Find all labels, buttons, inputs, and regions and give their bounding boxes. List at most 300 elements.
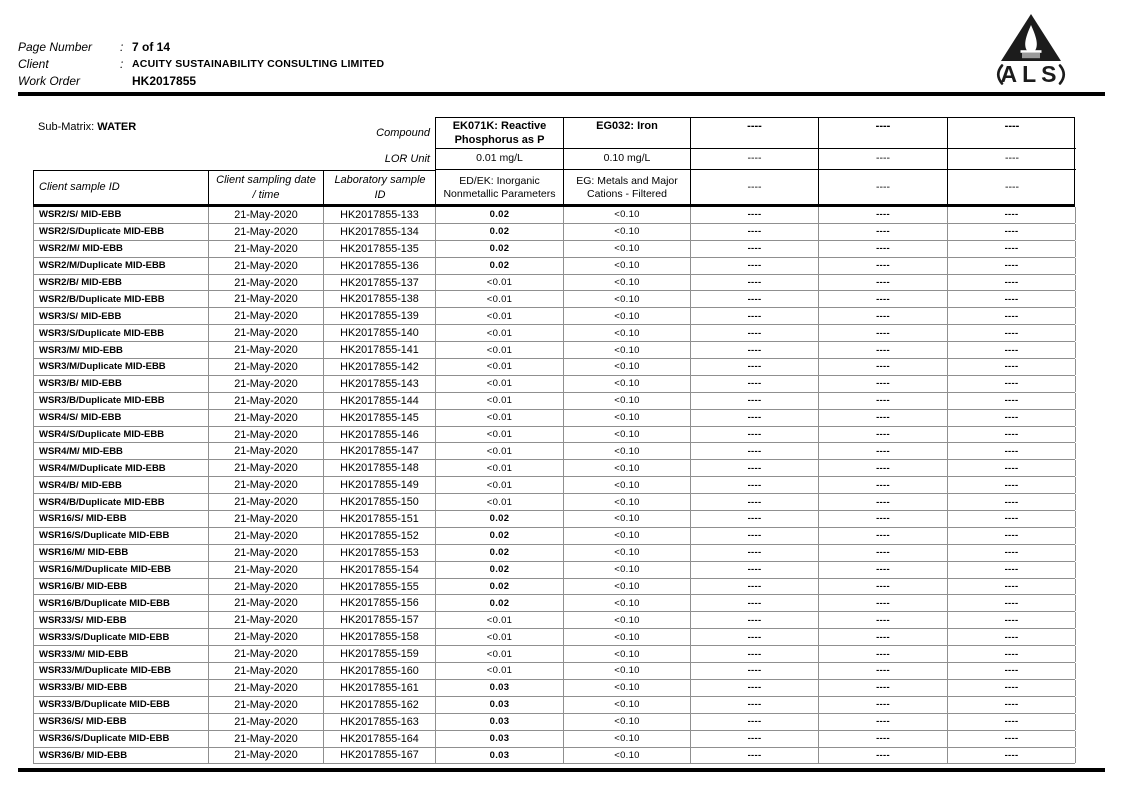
sampling-date-cell: 21-May-2020 [209, 291, 324, 307]
result-phosphorus-cell: 0.02 [436, 579, 564, 595]
lab-sample-id-cell: HK2017855-141 [324, 342, 436, 358]
sampling-date-cell: 21-May-2020 [209, 427, 324, 443]
result-empty-cell-2: ---- [819, 224, 948, 240]
result-empty-cell-1: ---- [691, 477, 819, 493]
result-empty-cell-1: ---- [691, 511, 819, 527]
result-empty-cell-1: ---- [691, 410, 819, 426]
lab-sample-id-cell: HK2017855-150 [324, 494, 436, 510]
result-empty-cell-3: ---- [948, 376, 1076, 392]
result-phosphorus-cell: 0.02 [436, 207, 564, 223]
sampling-date-cell: 21-May-2020 [209, 460, 324, 476]
lab-sample-id-cell: HK2017855-157 [324, 612, 436, 628]
compound-name: EG032: Iron [564, 118, 691, 149]
sampling-date-cell: 21-May-2020 [209, 224, 324, 240]
result-empty-cell-2: ---- [819, 714, 948, 730]
result-empty-cell-3: ---- [948, 359, 1076, 375]
table-row [33, 393, 1075, 410]
result-phosphorus-cell: <0.01 [436, 291, 564, 307]
result-empty-cell-3: ---- [948, 494, 1076, 510]
lab-sample-id-cell: HK2017855-155 [324, 579, 436, 595]
lab-sample-id-cell: HK2017855-149 [324, 477, 436, 493]
table-row [33, 697, 1075, 714]
client-sample-id-cell: WSR16/M/ MID-EBB [34, 545, 209, 561]
result-phosphorus-cell: 0.02 [436, 258, 564, 274]
sampling-date-header [209, 171, 324, 204]
result-empty-cell-1: ---- [691, 562, 819, 578]
result-phosphorus-cell: 0.02 [436, 224, 564, 240]
sampling-date-cell: 21-May-2020 [209, 376, 324, 392]
lab-sample-id-cell: HK2017855-167 [324, 748, 436, 764]
client-sample-id-cell: WSR33/M/ MID-EBB [34, 646, 209, 662]
footer-rule [18, 768, 1105, 772]
result-empty-cell-1: ---- [691, 291, 819, 307]
result-empty-cell-3: ---- [948, 275, 1076, 291]
sampling-date-cell: 21-May-2020 [209, 595, 324, 611]
lab-sample-id-cell: HK2017855-160 [324, 663, 436, 679]
result-empty-cell-3: ---- [948, 410, 1076, 426]
als-logo [988, 12, 1074, 90]
work-order-row [18, 72, 384, 89]
client-sample-id-cell: WSR4/B/Duplicate MID-EBB [34, 494, 209, 510]
result-empty-cell-1: ---- [691, 579, 819, 595]
result-phosphorus-cell: <0.01 [436, 410, 564, 426]
result-iron-cell: <0.10 [564, 595, 691, 611]
result-iron-cell: <0.10 [564, 410, 691, 426]
result-phosphorus-cell: <0.01 [436, 393, 564, 409]
lab-sample-id-cell: HK2017855-152 [324, 528, 436, 544]
result-iron-cell: <0.10 [564, 393, 691, 409]
compound-name: EK071K: Reactive Phosphorus as P [436, 118, 564, 149]
lab-sample-id-cell: HK2017855-142 [324, 359, 436, 375]
result-iron-cell: <0.10 [564, 258, 691, 274]
result-iron-cell: <0.10 [564, 629, 691, 645]
result-iron-cell: <0.10 [564, 207, 691, 223]
als-logo-icon [988, 12, 1074, 90]
id-columns-header [33, 170, 436, 205]
sampling-date-cell: 21-May-2020 [209, 545, 324, 561]
client-sample-id-cell: WSR3/B/Duplicate MID-EBB [34, 393, 209, 409]
client-label: Client [18, 56, 49, 71]
result-empty-cell-1: ---- [691, 275, 819, 291]
lor-unit: ---- [691, 149, 819, 170]
lab-sample-id-cell: HK2017855-153 [324, 545, 436, 561]
sampling-date-cell: 21-May-2020 [209, 748, 324, 764]
table-row [33, 359, 1075, 376]
table-row [33, 410, 1075, 427]
client-sample-id-cell: WSR33/M/Duplicate MID-EBB [34, 663, 209, 679]
result-empty-cell-3: ---- [948, 477, 1076, 493]
lab-sample-id-cell: HK2017855-154 [324, 562, 436, 578]
table-row [33, 342, 1075, 359]
compound-axis-label: Compound [376, 126, 430, 139]
result-iron-cell: <0.10 [564, 494, 691, 510]
lab-sample-id-cell: HK2017855-143 [324, 376, 436, 392]
client-sample-id-cell: WSR16/S/ MID-EBB [34, 511, 209, 527]
result-empty-cell-2: ---- [819, 562, 948, 578]
result-empty-cell-2: ---- [819, 494, 948, 510]
result-iron-cell: <0.10 [564, 697, 691, 713]
table-row [33, 477, 1075, 494]
result-empty-cell-2: ---- [819, 207, 948, 223]
sub-matrix-label: Sub-Matrix: [38, 121, 98, 133]
sampling-date-cell: 21-May-2020 [209, 629, 324, 645]
result-empty-cell-2: ---- [819, 410, 948, 426]
lab-sample-id-cell: HK2017855-145 [324, 410, 436, 426]
sampling-date-cell: 21-May-2020 [209, 612, 324, 628]
compound-header [435, 117, 1075, 205]
table-row [33, 291, 1075, 308]
header-line: Client sample ID [39, 181, 120, 194]
table-row [33, 629, 1075, 646]
lab-sample-id-cell: HK2017855-139 [324, 308, 436, 324]
result-phosphorus-cell: 0.02 [436, 595, 564, 611]
result-iron-cell: <0.10 [564, 748, 691, 764]
result-iron-cell: <0.10 [564, 460, 691, 476]
compound-name: ---- [948, 118, 1076, 149]
result-empty-cell-3: ---- [948, 731, 1076, 747]
sub-matrix [38, 121, 136, 133]
table-row [33, 595, 1075, 612]
client-sample-id-cell: WSR4/S/Duplicate MID-EBB [34, 427, 209, 443]
sampling-date-cell: 21-May-2020 [209, 680, 324, 696]
result-empty-cell-2: ---- [819, 595, 948, 611]
result-empty-cell-3: ---- [948, 612, 1076, 628]
table-row [33, 528, 1075, 545]
result-empty-cell-3: ---- [948, 714, 1076, 730]
table-row [33, 308, 1075, 325]
table-row [33, 748, 1075, 765]
lab-sample-id-cell: HK2017855-136 [324, 258, 436, 274]
result-empty-cell-2: ---- [819, 579, 948, 595]
result-phosphorus-cell: 0.03 [436, 714, 564, 730]
result-phosphorus-cell: 0.02 [436, 511, 564, 527]
result-empty-cell-1: ---- [691, 629, 819, 645]
client-sample-id-cell: WSR33/B/ MID-EBB [34, 680, 209, 696]
result-iron-cell: <0.10 [564, 680, 691, 696]
client-sample-id-cell: WSR3/S/Duplicate MID-EBB [34, 325, 209, 341]
client-sample-id-cell: WSR4/M/ MID-EBB [34, 443, 209, 459]
header-line: ID [374, 188, 386, 201]
result-empty-cell-3: ---- [948, 258, 1076, 274]
result-empty-cell-2: ---- [819, 731, 948, 747]
client-sample-id-cell: WSR2/M/ MID-EBB [34, 241, 209, 257]
result-phosphorus-cell: <0.01 [436, 443, 564, 459]
result-iron-cell: <0.10 [564, 342, 691, 358]
lab-sample-id-header [324, 171, 436, 204]
lab-sample-id-cell: HK2017855-147 [324, 443, 436, 459]
sampling-date-cell: 21-May-2020 [209, 562, 324, 578]
sub-matrix-value: WATER [97, 121, 137, 133]
client-sample-id-cell: WSR2/M/Duplicate MID-EBB [34, 258, 209, 274]
result-empty-cell-1: ---- [691, 494, 819, 510]
header-divider-rule [18, 92, 1105, 96]
result-phosphorus-cell: <0.01 [436, 477, 564, 493]
result-iron-cell: <0.10 [564, 275, 691, 291]
client-sample-id-cell: WSR16/S/Duplicate MID-EBB [34, 528, 209, 544]
client-sample-id-cell: WSR36/S/ MID-EBB [34, 714, 209, 730]
result-empty-cell-3: ---- [948, 663, 1076, 679]
result-iron-cell: <0.10 [564, 376, 691, 392]
lab-sample-id-cell: HK2017855-144 [324, 393, 436, 409]
result-phosphorus-cell: 0.03 [436, 697, 564, 713]
method-group: ED/EK: Inorganic Nonmetallic Parameters [436, 170, 564, 206]
result-iron-cell: <0.10 [564, 528, 691, 544]
page-number-value: 7 of 14 [132, 39, 171, 54]
result-phosphorus-cell: <0.01 [436, 342, 564, 358]
lab-sample-id-cell: HK2017855-148 [324, 460, 436, 476]
table-row [33, 579, 1075, 596]
result-empty-cell-2: ---- [819, 291, 948, 307]
result-empty-cell-2: ---- [819, 443, 948, 459]
result-empty-cell-2: ---- [819, 460, 948, 476]
result-iron-cell: <0.10 [564, 511, 691, 527]
client-sample-id-cell: WSR16/M/Duplicate MID-EBB [34, 562, 209, 578]
lab-sample-id-cell: HK2017855-156 [324, 595, 436, 611]
result-empty-cell-1: ---- [691, 308, 819, 324]
result-phosphorus-cell: <0.01 [436, 494, 564, 510]
page-number-row [18, 38, 384, 55]
result-empty-cell-2: ---- [819, 427, 948, 443]
result-empty-cell-2: ---- [819, 275, 948, 291]
sampling-date-cell: 21-May-2020 [209, 731, 324, 747]
table-row [33, 443, 1075, 460]
result-empty-cell-3: ---- [948, 680, 1076, 696]
result-empty-cell-2: ---- [819, 663, 948, 679]
result-empty-cell-3: ---- [948, 427, 1076, 443]
result-phosphorus-cell: <0.01 [436, 427, 564, 443]
result-empty-cell-1: ---- [691, 359, 819, 375]
sampling-date-cell: 21-May-2020 [209, 443, 324, 459]
header-line: / time [252, 188, 280, 201]
lab-sample-id-cell: HK2017855-159 [324, 646, 436, 662]
result-empty-cell-1: ---- [691, 595, 819, 611]
result-empty-cell-1: ---- [691, 697, 819, 713]
result-empty-cell-1: ---- [691, 748, 819, 764]
method-group: ---- [819, 170, 948, 206]
svg-text:ALS: ALS [1000, 61, 1062, 87]
result-empty-cell-3: ---- [948, 748, 1076, 764]
result-phosphorus-cell: 0.02 [436, 545, 564, 561]
result-empty-cell-1: ---- [691, 528, 819, 544]
result-iron-cell: <0.10 [564, 241, 691, 257]
table-row [33, 545, 1075, 562]
lab-sample-id-cell: HK2017855-135 [324, 241, 436, 257]
client-sample-id-cell: WSR4/S/ MID-EBB [34, 410, 209, 426]
table-row [33, 494, 1075, 511]
result-iron-cell: <0.10 [564, 427, 691, 443]
colon: : [120, 39, 124, 54]
result-empty-cell-3: ---- [948, 629, 1076, 645]
result-phosphorus-cell: 0.02 [436, 241, 564, 257]
result-empty-cell-3: ---- [948, 224, 1076, 240]
result-phosphorus-cell: <0.01 [436, 663, 564, 679]
result-phosphorus-cell: <0.01 [436, 460, 564, 476]
table-row [33, 241, 1075, 258]
result-empty-cell-3: ---- [948, 291, 1076, 307]
result-empty-cell-3: ---- [948, 579, 1076, 595]
result-empty-cell-3: ---- [948, 460, 1076, 476]
result-empty-cell-3: ---- [948, 443, 1076, 459]
result-empty-cell-2: ---- [819, 342, 948, 358]
result-empty-cell-3: ---- [948, 207, 1076, 223]
client-sample-id-cell: WSR3/M/Duplicate MID-EBB [34, 359, 209, 375]
sampling-date-cell: 21-May-2020 [209, 511, 324, 527]
work-order-label: Work Order [18, 73, 81, 88]
result-iron-cell: <0.10 [564, 224, 691, 240]
lor-unit: ---- [948, 149, 1076, 170]
lab-sample-id-cell: HK2017855-137 [324, 275, 436, 291]
result-iron-cell: <0.10 [564, 443, 691, 459]
result-empty-cell-3: ---- [948, 697, 1076, 713]
client-sample-id-cell: WSR36/S/Duplicate MID-EBB [34, 731, 209, 747]
sampling-date-cell: 21-May-2020 [209, 258, 324, 274]
result-empty-cell-1: ---- [691, 612, 819, 628]
table-row [33, 663, 1075, 680]
table-row [33, 207, 1075, 224]
table-row [33, 511, 1075, 528]
table-row [33, 646, 1075, 663]
client-sample-id-cell: WSR3/S/ MID-EBB [34, 308, 209, 324]
result-empty-cell-2: ---- [819, 359, 948, 375]
sampling-date-cell: 21-May-2020 [209, 410, 324, 426]
lor-unit: ---- [819, 149, 948, 170]
sampling-date-cell: 21-May-2020 [209, 275, 324, 291]
result-empty-cell-2: ---- [819, 697, 948, 713]
result-phosphorus-cell: <0.01 [436, 359, 564, 375]
lab-sample-id-cell: HK2017855-161 [324, 680, 436, 696]
result-empty-cell-1: ---- [691, 545, 819, 561]
result-iron-cell: <0.10 [564, 291, 691, 307]
result-iron-cell: <0.10 [564, 714, 691, 730]
client-value: ACUITY SUSTAINABILITY CONSULTING LIMITED [132, 57, 385, 70]
result-empty-cell-3: ---- [948, 528, 1076, 544]
result-phosphorus-cell: 0.03 [436, 731, 564, 747]
method-group: ---- [1005, 181, 1019, 194]
lab-sample-id-cell: HK2017855-138 [324, 291, 436, 307]
sampling-date-cell: 21-May-2020 [209, 579, 324, 595]
client-sample-id-cell: WSR16/B/ MID-EBB [34, 579, 209, 595]
result-empty-cell-1: ---- [691, 646, 819, 662]
result-empty-cell-2: ---- [819, 241, 948, 257]
result-empty-cell-1: ---- [691, 376, 819, 392]
lab-sample-id-cell: HK2017855-140 [324, 325, 436, 341]
table-row [33, 427, 1075, 444]
table-row [33, 258, 1075, 275]
client-row [18, 55, 384, 72]
lab-sample-id-cell: HK2017855-146 [324, 427, 436, 443]
client-sample-id-cell: WSR4/M/Duplicate MID-EBB [34, 460, 209, 476]
result-empty-cell-3: ---- [948, 241, 1076, 257]
result-phosphorus-cell: <0.01 [436, 275, 564, 291]
header-line: Client sampling date [216, 174, 316, 187]
result-iron-cell: <0.10 [564, 612, 691, 628]
result-empty-cell-1: ---- [691, 258, 819, 274]
result-phosphorus-cell: 0.03 [436, 680, 564, 696]
result-phosphorus-cell: 0.02 [436, 562, 564, 578]
sampling-date-cell: 21-May-2020 [209, 494, 324, 510]
result-iron-cell: <0.10 [564, 325, 691, 341]
method-group: ---- [691, 170, 819, 206]
table-row [33, 275, 1075, 292]
table-row [33, 562, 1075, 579]
client-sample-id-cell: WSR3/B/ MID-EBB [34, 376, 209, 392]
client-sample-id-cell: WSR36/B/ MID-EBB [34, 748, 209, 764]
result-empty-cell-1: ---- [691, 325, 819, 341]
result-empty-cell-3: ---- [948, 545, 1076, 561]
result-empty-cell-3: ---- [948, 308, 1076, 324]
result-empty-cell-1: ---- [691, 680, 819, 696]
report-info-block [18, 38, 384, 89]
sampling-date-cell: 21-May-2020 [209, 714, 324, 730]
result-phosphorus-cell: 0.03 [436, 748, 564, 764]
sampling-date-cell: 21-May-2020 [209, 646, 324, 662]
sampling-date-cell: 21-May-2020 [209, 342, 324, 358]
result-iron-cell: <0.10 [564, 579, 691, 595]
result-phosphorus-cell: <0.01 [436, 646, 564, 662]
result-empty-cell-2: ---- [819, 629, 948, 645]
result-empty-cell-1: ---- [691, 443, 819, 459]
table-row [33, 680, 1075, 697]
result-empty-cell-1: ---- [691, 241, 819, 257]
sampling-date-cell: 21-May-2020 [209, 528, 324, 544]
sampling-date-cell: 21-May-2020 [209, 207, 324, 223]
result-phosphorus-cell: 0.02 [436, 528, 564, 544]
lor-unit: 0.10 mg/L [564, 149, 691, 170]
table-row [33, 376, 1075, 393]
client-sample-id-cell: WSR33/B/Duplicate MID-EBB [34, 697, 209, 713]
client-sample-id-cell: WSR3/M/ MID-EBB [34, 342, 209, 358]
lab-sample-id-cell: HK2017855-133 [324, 207, 436, 223]
client-sample-id-cell: WSR33/S/Duplicate MID-EBB [34, 629, 209, 645]
result-empty-cell-1: ---- [691, 460, 819, 476]
result-empty-cell-2: ---- [819, 477, 948, 493]
lab-sample-id-cell: HK2017855-134 [324, 224, 436, 240]
sampling-date-cell: 21-May-2020 [209, 663, 324, 679]
result-empty-cell-1: ---- [691, 342, 819, 358]
result-phosphorus-cell: <0.01 [436, 612, 564, 628]
header-line: Laboratory sample [334, 174, 426, 187]
lab-sample-id-cell: HK2017855-158 [324, 629, 436, 645]
result-empty-cell-2: ---- [819, 376, 948, 392]
result-empty-cell-3: ---- [948, 511, 1076, 527]
result-empty-cell-2: ---- [819, 511, 948, 527]
result-empty-cell-1: ---- [691, 224, 819, 240]
table-row [33, 612, 1075, 629]
client-sample-id-cell: WSR2/B/Duplicate MID-EBB [34, 291, 209, 307]
table-row [33, 460, 1075, 477]
sampling-date-cell: 21-May-2020 [209, 308, 324, 324]
client-sample-id-cell: WSR2/B/ MID-EBB [34, 275, 209, 291]
compound-name: ---- [691, 118, 819, 149]
client-sample-id-cell: WSR33/S/ MID-EBB [34, 612, 209, 628]
lab-sample-id-cell: HK2017855-151 [324, 511, 436, 527]
result-empty-cell-3: ---- [948, 393, 1076, 409]
lor-unit-axis-label: LOR Unit [384, 152, 430, 165]
result-empty-cell-2: ---- [819, 393, 948, 409]
result-iron-cell: <0.10 [564, 562, 691, 578]
result-iron-cell: <0.10 [564, 308, 691, 324]
method-group: EG: Metals and Major Cations - Filtered [564, 170, 691, 206]
result-phosphorus-cell: <0.01 [436, 308, 564, 324]
result-iron-cell: <0.10 [564, 663, 691, 679]
result-empty-cell-3: ---- [948, 646, 1076, 662]
result-empty-cell-2: ---- [819, 308, 948, 324]
result-phosphorus-cell: <0.01 [436, 629, 564, 645]
work-order-value: HK2017855 [132, 73, 197, 88]
result-phosphorus-cell: <0.01 [436, 325, 564, 341]
result-empty-cell-2: ---- [819, 528, 948, 544]
result-empty-cell-1: ---- [691, 663, 819, 679]
